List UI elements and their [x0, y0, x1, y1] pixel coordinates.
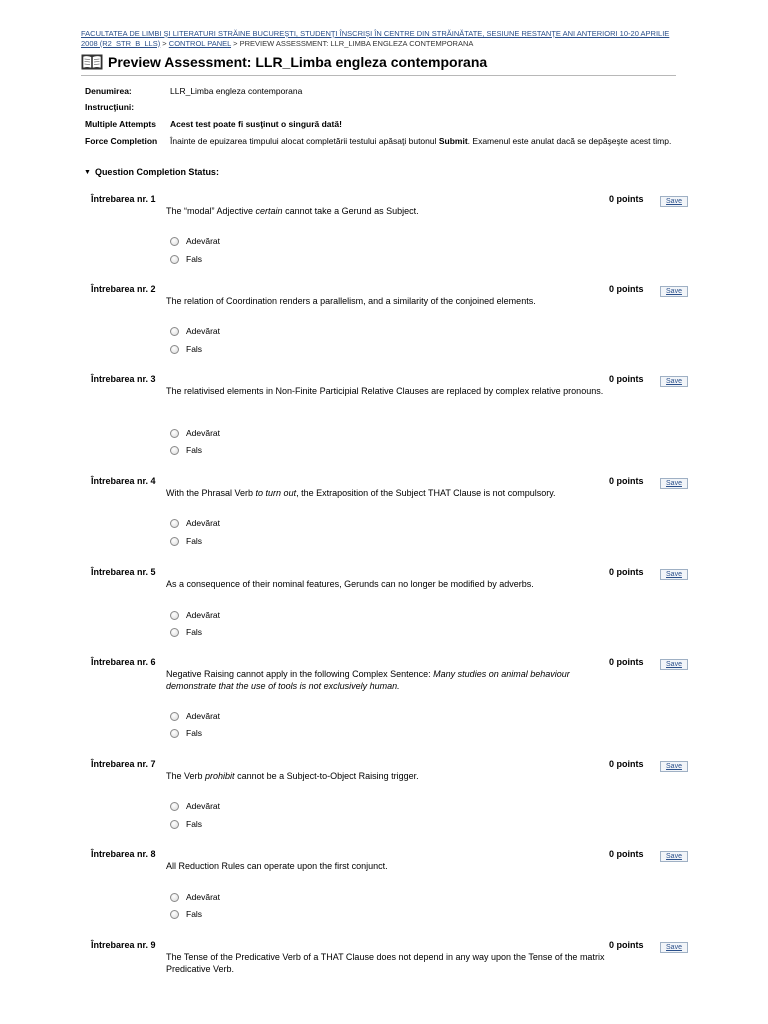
- radio-button[interactable]: [170, 611, 179, 620]
- page-header: [81, 52, 487, 72]
- question-label: Întrebarea nr. 2: [91, 284, 156, 294]
- question-label: Întrebarea nr. 7: [91, 759, 156, 769]
- force-completion-text-end: . Examenul este anulat dacă se depăşeşte acest timp.: [467, 136, 672, 146]
- option-adevarat[interactable]: [170, 892, 220, 902]
- question-text: [166, 296, 621, 308]
- question-points: 0 points: [609, 284, 644, 294]
- option-label: Fals: [186, 445, 203, 455]
- denumire-value: LLR_Limba engleza contemporana: [170, 86, 303, 96]
- save-button[interactable]: Save: [660, 942, 688, 953]
- radio-button[interactable]: [170, 802, 179, 811]
- force-completion-label: Force Completion: [85, 136, 158, 146]
- option-adevarat[interactable]: [170, 326, 220, 336]
- option-fals[interactable]: [170, 819, 202, 829]
- question-text-part: With the Phrasal Verb: [166, 488, 256, 498]
- question-text: [166, 952, 621, 975]
- radio-button[interactable]: [170, 345, 179, 354]
- radio-button[interactable]: [170, 446, 179, 455]
- question-text-emphasis: certain: [255, 206, 283, 216]
- breadcrumb-separator: >: [160, 38, 169, 48]
- radio-button[interactable]: [170, 537, 179, 546]
- question-text-part: The “modal” Adjective: [166, 206, 256, 216]
- option-fals[interactable]: [170, 536, 202, 546]
- option-fals[interactable]: [170, 445, 202, 455]
- denumire-label: Denumirea:: [85, 86, 132, 96]
- question-text-emphasis: prohibit: [205, 771, 235, 781]
- question-label: Întrebarea nr. 4: [91, 476, 156, 486]
- question-label: Întrebarea nr. 5: [91, 567, 156, 577]
- question-text-part: Negative Raising cannot apply in the following Complex Sentence:: [166, 669, 434, 679]
- option-label: Fals: [186, 536, 203, 546]
- option-adevarat[interactable]: [170, 236, 220, 246]
- option-label: Adevărat: [186, 711, 221, 721]
- collapse-triangle-icon: ▼: [84, 168, 91, 176]
- save-button[interactable]: Save: [660, 569, 688, 580]
- question-text-part: cannot be a Subject-to-Object Raising trigger.: [234, 771, 419, 781]
- force-completion-value: [170, 136, 682, 146]
- save-button[interactable]: Save: [660, 286, 688, 297]
- option-fals[interactable]: [170, 909, 202, 919]
- breadcrumb-separator: >: [231, 38, 240, 48]
- option-adevarat[interactable]: [170, 428, 220, 438]
- question-text: [166, 386, 621, 398]
- radio-button[interactable]: [170, 628, 179, 637]
- question-text-emphasis: Many studies on animal behaviour demonstrate that the use of tools is not exclusively human.: [166, 669, 570, 691]
- radio-button[interactable]: [170, 729, 179, 738]
- question-label: Întrebarea nr. 9: [91, 940, 156, 950]
- question-label: Întrebarea nr. 3: [91, 374, 156, 384]
- question-text-part: All Reduction Rules can operate upon the first conjunct.: [166, 861, 388, 871]
- question-label: Întrebarea nr. 6: [91, 657, 156, 667]
- radio-button[interactable]: [170, 893, 179, 902]
- question-points: 0 points: [609, 567, 644, 577]
- option-adevarat[interactable]: [170, 610, 220, 620]
- question-text: [166, 669, 621, 692]
- question-text: [166, 861, 621, 873]
- question-points: 0 points: [609, 476, 644, 486]
- force-completion-text: Înainte de epuizarea timpului alocat completării testului apăsaţi butonul: [170, 136, 439, 146]
- breadcrumb-link-control-panel[interactable]: CONTROL PANEL: [168, 38, 232, 48]
- question-status-toggle[interactable]: [84, 167, 219, 177]
- question-text-part: The relation of Coordination renders a parallelism, and a similarity of the conjoined elements.: [166, 296, 536, 306]
- option-adevarat[interactable]: [170, 801, 220, 811]
- attempts-value: Acest test poate fi susţinut o singură dată!: [170, 119, 342, 129]
- option-label: Adevărat: [186, 428, 221, 438]
- option-label: Fals: [186, 627, 203, 637]
- option-label: Adevărat: [186, 801, 221, 811]
- option-label: Fals: [186, 909, 203, 919]
- option-fals[interactable]: [170, 627, 202, 637]
- option-label: Adevărat: [186, 892, 221, 902]
- question-text-part: As a consequence of their nominal features, Gerunds can no longer be modified by adverbs.: [166, 579, 534, 589]
- question-text: [166, 206, 621, 218]
- question-label: Întrebarea nr. 1: [91, 194, 156, 204]
- question-points: 0 points: [609, 194, 644, 204]
- save-button[interactable]: Save: [660, 659, 688, 670]
- question-points: 0 points: [609, 374, 644, 384]
- radio-button[interactable]: [170, 519, 179, 528]
- question-text: [166, 579, 621, 591]
- radio-button[interactable]: [170, 712, 179, 721]
- save-button[interactable]: Save: [660, 196, 688, 207]
- book-icon: [81, 54, 103, 70]
- save-button[interactable]: Save: [660, 478, 688, 489]
- save-button[interactable]: Save: [660, 376, 688, 387]
- breadcrumb-link-course[interactable]: FACULTATEA DE LIMBI ŞI LITERATURI STRĂINE BUCUREŞTI, STUDENŢI ÎNSCRIŞI ÎN CENTRE DIN STRĂINĂTATE, SESIUNE RESTANŢE ANI ANTERIORI 10-20 APRILIE 2008 (R2_STR_B_LLS): [81, 29, 670, 48]
- question-label: Întrebarea nr. 8: [91, 849, 156, 859]
- option-label: Fals: [186, 254, 203, 264]
- option-label: Fals: [186, 819, 203, 829]
- instructiuni-label: Instrucţiuni:: [85, 102, 135, 112]
- question-text-part: The relativised elements in Non-Finite Participial Relative Clauses are replaced by complex relative pronouns.: [166, 386, 604, 396]
- question-text-part: The Tense of the Predicative Verb of a THAT Clause does not depend in any way upon the Tense of the matrix Predicative Verb.: [166, 952, 605, 974]
- page-title: Preview Assessment: LLR_Limba engleza contemporana: [108, 54, 488, 70]
- radio-button[interactable]: [170, 237, 179, 246]
- question-text-emphasis: to turn out: [255, 488, 297, 498]
- radio-button[interactable]: [170, 820, 179, 829]
- option-label: Adevărat: [186, 610, 221, 620]
- radio-button[interactable]: [170, 910, 179, 919]
- save-button[interactable]: Save: [660, 761, 688, 772]
- question-text: [166, 488, 621, 500]
- save-button[interactable]: Save: [660, 851, 688, 862]
- question-text-part: The Verb: [166, 771, 206, 781]
- option-fals[interactable]: [170, 254, 202, 264]
- question-points: 0 points: [609, 940, 644, 950]
- option-label: Adevărat: [186, 326, 221, 336]
- attempts-label: Multiple Attempts: [85, 119, 156, 129]
- question-points: 0 points: [609, 849, 644, 859]
- option-label: Fals: [186, 728, 203, 738]
- breadcrumb-current: PREVIEW ASSESSMENT: LLR_LIMBA ENGLEZA CONTEMPORANA: [239, 38, 474, 48]
- title-divider: [81, 75, 676, 76]
- radio-button[interactable]: [170, 255, 179, 264]
- option-adevarat[interactable]: [170, 711, 220, 721]
- option-fals[interactable]: [170, 728, 202, 738]
- radio-button[interactable]: [170, 429, 179, 438]
- option-adevarat[interactable]: [170, 518, 220, 528]
- radio-button[interactable]: [170, 327, 179, 336]
- question-text-part: , the Extraposition of the Subject THAT Clause is not compulsory.: [296, 488, 556, 498]
- option-label: Adevărat: [186, 236, 221, 246]
- option-label: Fals: [186, 344, 203, 354]
- question-text: [166, 771, 621, 783]
- question-points: 0 points: [609, 657, 644, 667]
- breadcrumb: [81, 29, 681, 48]
- question-text-part: cannot take a Gerund as Subject.: [282, 206, 419, 216]
- option-label: Adevărat: [186, 518, 221, 528]
- force-completion-submit-word: Submit: [438, 136, 468, 146]
- option-fals[interactable]: [170, 344, 202, 354]
- question-points: 0 points: [609, 759, 644, 769]
- question-status-label: Question Completion Status:: [94, 167, 219, 177]
